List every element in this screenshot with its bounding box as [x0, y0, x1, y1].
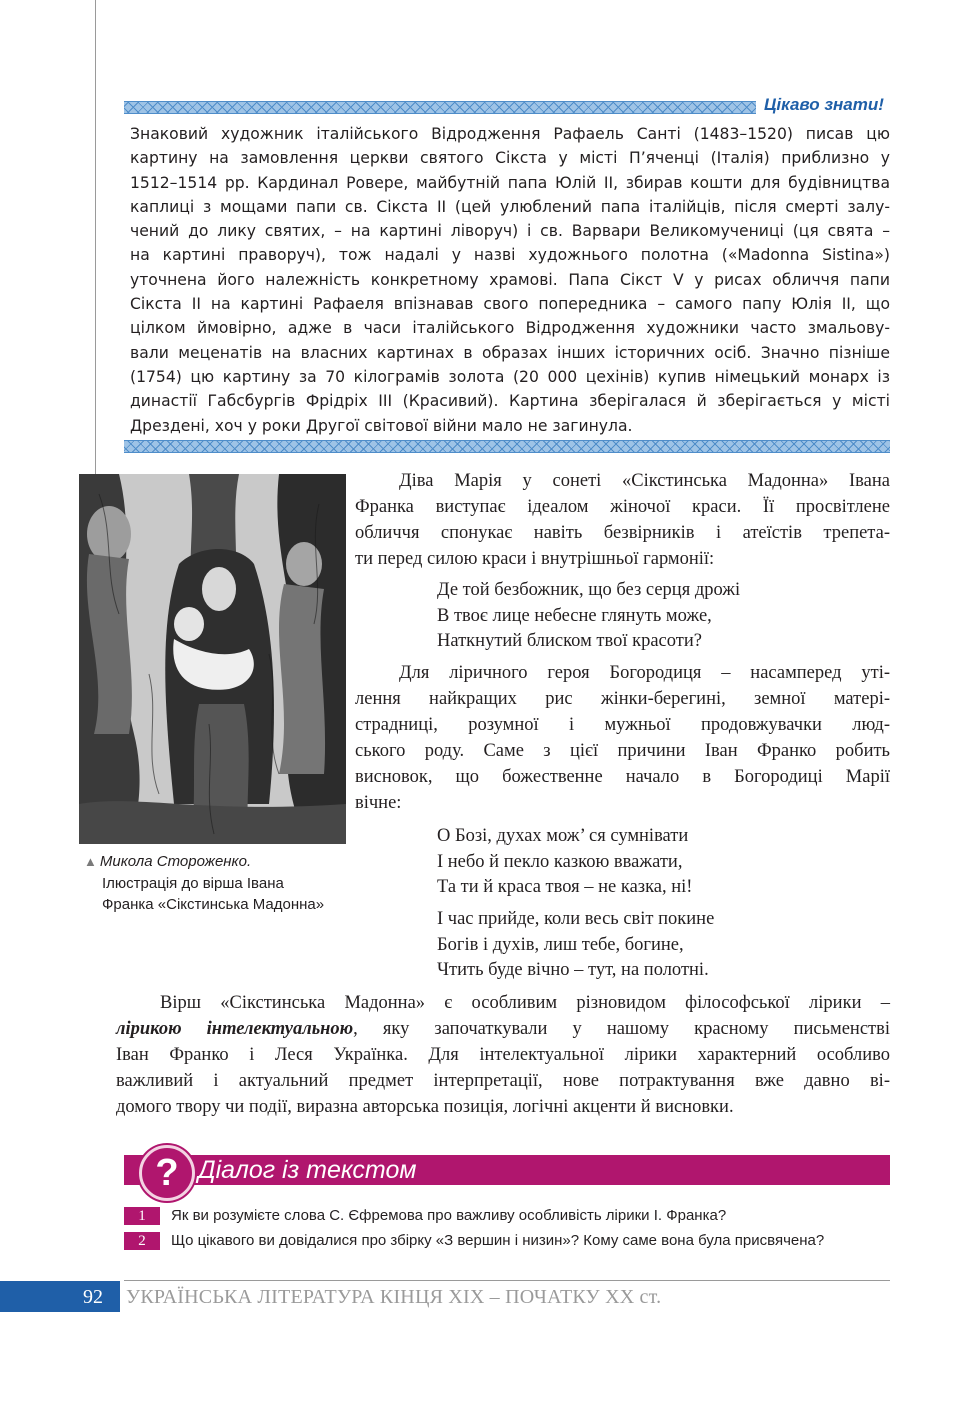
ornament-border-top: [124, 101, 756, 114]
text-line: лення найкращих рис жінки-берегині, земної матері-: [355, 689, 890, 709]
text-line: вали меценатів на власних картинах в образах інших історичних осіб. Значно пізніше: [130, 343, 890, 362]
dialogue-title: Діалог із текстом: [198, 1156, 417, 1184]
text-line: на картині праворуч), тож надалі у назві художнього полотна («Madonna Sistina»): [130, 246, 890, 265]
poem-line: Та ти й краса твоя – не казка, ні!: [437, 877, 693, 897]
madonna-illustration: [79, 474, 346, 844]
poem-line: В твоє лице небесне глянуть може,: [437, 605, 712, 626]
text-line: каплиці з мощами папи св. Сікста ІІ (цей улюблений папа італійців, після смерті залу-: [130, 197, 890, 216]
text-line: Іван Франко і Леся Українка. Для інтелектуальної лірики характерний особливо: [116, 1045, 890, 1065]
text-line: династії Габсбургів Фрідріх ІІІ (Красивий). Картина зберігалася й зберігається у місті: [130, 392, 890, 411]
text-line: (1754) цю картину за 70 кілограмів золота (20 000 цехінів) купив німецький монарх із: [130, 367, 890, 386]
paragraph-2: [355, 660, 890, 816]
text-line: висновок, що божественне начало в Богородиці Марії: [355, 767, 890, 787]
text-line: Знаковий художник італійського Відродження Рафаель Санті (1483–1520) писав цю: [130, 125, 890, 143]
text-line: уточнена його належність конкретному храмові. Папа Сікст V у рисах обличчя папи: [130, 270, 890, 289]
question-number: 1: [124, 1207, 160, 1225]
poem-line: Богів і духів, лиш тебе, богине,: [437, 934, 684, 955]
poem-line: Де той безбожник, що без серця дрожі: [437, 580, 741, 600]
text-line: картину на замовлення церкви святого Сікста у місті П’яченці (Італія) приблизно у: [130, 149, 890, 168]
question-text: Що цікавого ви довідалися про збірку «З вершин і низин»? Кому саме вона була присвячена?: [171, 1232, 825, 1249]
text-line: домого твору чи події, виразна авторська позиція, логічні акценти й висновки.: [116, 1097, 734, 1117]
page-number: 92: [83, 1286, 103, 1308]
question-mark-icon: ?: [139, 1145, 195, 1201]
text-line: ти перед силою краси і внутрішньої гармонії:: [355, 549, 715, 569]
key-term: лірикою інтелектуальною: [116, 1019, 354, 1039]
poem-stanza-1: [437, 578, 740, 655]
text-line: страдниці, розумної і мужньої продовжувачки люд-: [355, 715, 890, 735]
text-line: 1512–1514 рр. Кардинал Ровере, майбутній папа Юлій ІІ, збирав кошти для будівництва: [130, 173, 890, 192]
text-line: вічне:: [355, 793, 402, 813]
poem-line: Наткнутий блиском твої красоти?: [437, 631, 702, 651]
text-line: ського роду. Саме з цієї причини Іван Франко робить: [355, 741, 890, 761]
text-line: обличчя спонукає навіть безвірників і атеїстів трепета-: [355, 523, 890, 543]
text-line: Діва Марія у сонеті «Сікстинська Мадонна» Івана: [399, 471, 890, 491]
triangle-icon: ▲: [84, 854, 97, 869]
question-number: 2: [124, 1232, 160, 1250]
interesting-box-text: [130, 122, 890, 438]
poem-line: Чтить буде вічно – тут, на полотні.: [437, 960, 709, 980]
text-line: [116, 1016, 890, 1042]
poem-line: І час прийде, коли весь світ покине: [437, 909, 715, 929]
question-text: Як ви розумієте слова С. Єфремова про важливу особливість лірики І. Франка?: [171, 1207, 727, 1224]
poem-line: І небо й пекло казкою вважати,: [437, 851, 683, 872]
ornament-border-bottom: [124, 440, 890, 453]
text-line: чений до лику святих, – на картині ліворуч) і св. Варвари Великомучениці (ця свята –: [130, 222, 890, 241]
caption-author: Микола Стороженко.: [99, 853, 252, 870]
text-line: Для ліричного героя Богородиця – насамперед уті-: [399, 663, 890, 683]
text-line: важливий і актуальний предмет інтерпретації, нове потрактування вже давно ві-: [116, 1071, 890, 1091]
text-line: цілком ймовірно, адже в часи італійського Відродження художники часто змальову-: [130, 319, 890, 338]
text-line: Вірш «Сікстинська Мадонна» є особливим різновидом філософської лірики –: [160, 993, 890, 1013]
caption-line: Франка «Сікстинська Мадонна»: [102, 896, 325, 913]
text-line: Сікста ІІ на картині Рафаеля впізнавав свого попередника – самого папу Юлія ІІ, що: [130, 295, 890, 314]
interesting-box-title: Цікаво знати!: [764, 95, 884, 114]
poem-stanza-2: [437, 824, 692, 901]
caption-line: Ілюстрація до вірша Івана: [102, 874, 284, 892]
illustration-caption: [84, 851, 384, 916]
running-head: УКРАЇНСЬКА ЛІТЕРАТУРА КІНЦЯ ХІХ – ПОЧАТКУ ХХ ст.: [126, 1286, 662, 1308]
poem-stanza-3: [437, 907, 714, 984]
margin-rule: [95, 0, 96, 478]
text-line: Дрездені, хоч у роки Другої світової війни мало не загинула.: [130, 416, 633, 435]
text-line: Франка виступає ідеалом жіночої краси. Її просвітлене: [355, 497, 890, 517]
text-fragment: , яку започаткували у нашому красному письменстві: [353, 1019, 891, 1039]
footer-rule: [124, 1280, 890, 1281]
paragraph-3: [116, 990, 890, 1120]
paragraph-1: [355, 468, 890, 572]
poem-line: О Бозі, духах мож’ ся сумнівати: [437, 826, 689, 846]
